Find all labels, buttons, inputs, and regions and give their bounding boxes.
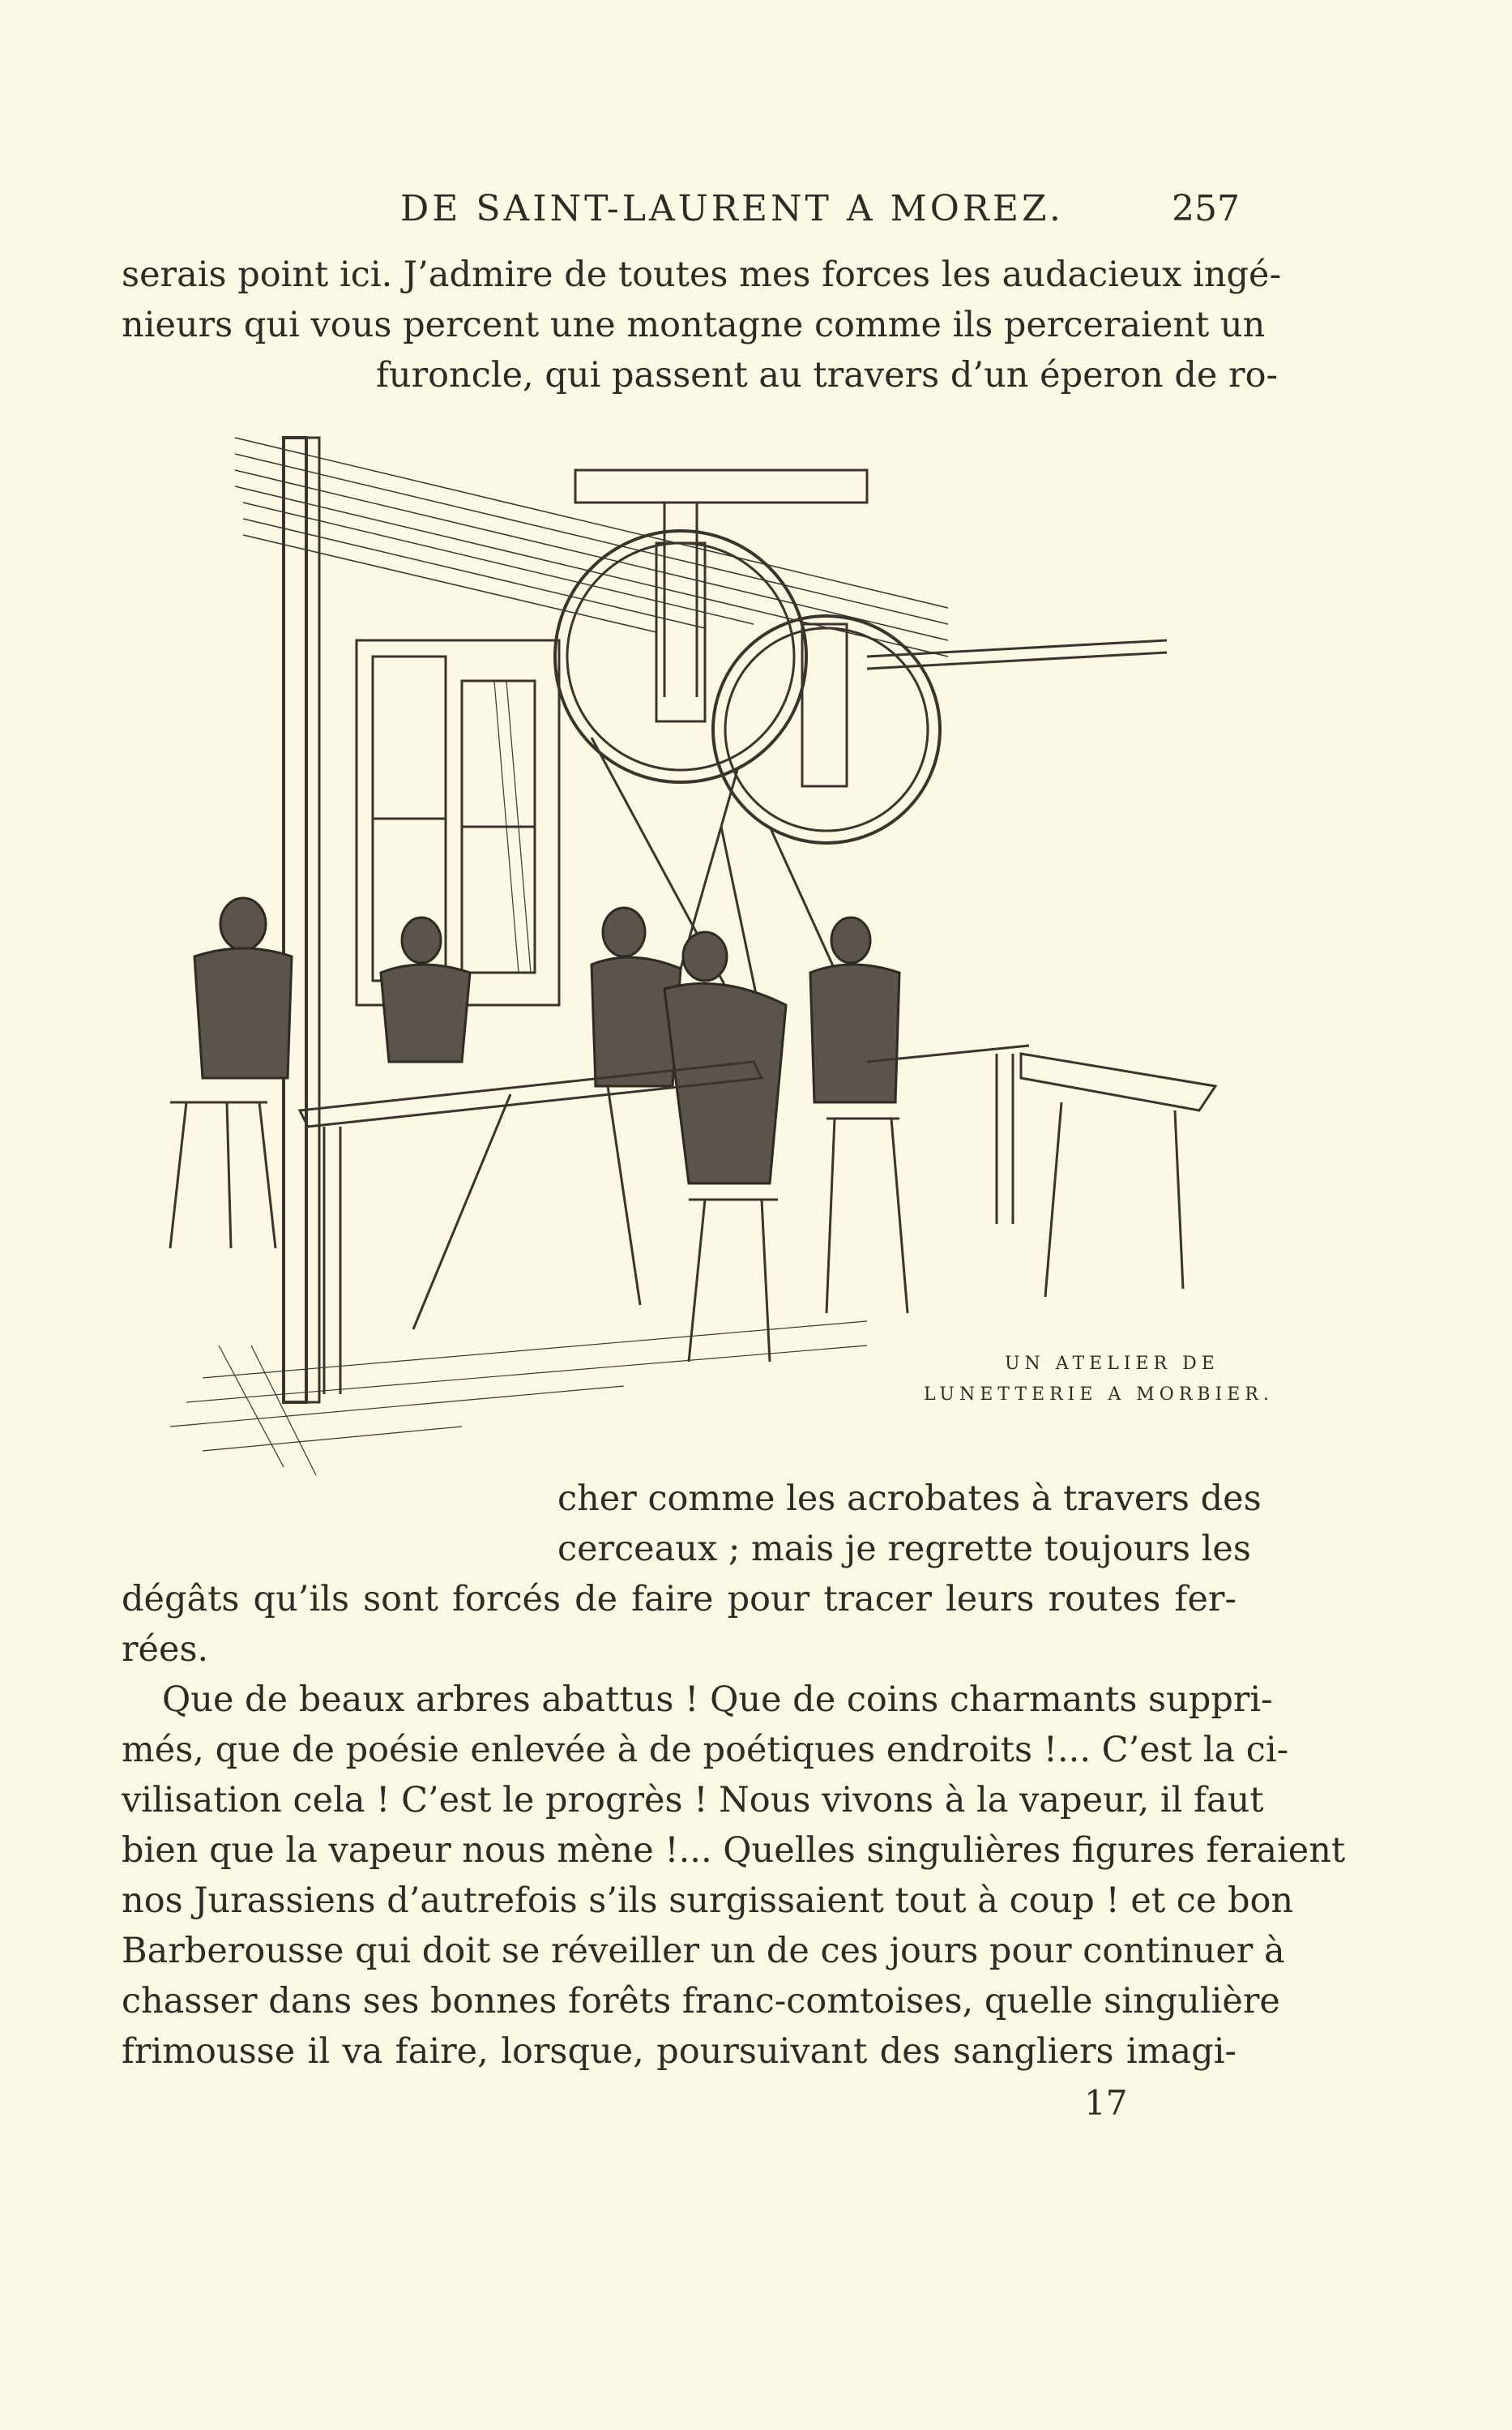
text-line: rées. (122, 1629, 209, 1670)
text-line: més, que de poésie enlevée à de poétiques endroits !... C’est la ci- (122, 1730, 1289, 1770)
text-line: Que de beaux arbres abattus ! Que de coins charmants suppri- (162, 1679, 1273, 1720)
signature-mark: 17 (1084, 2083, 1128, 2123)
text-line: nos Jurassiens d’autrefois s’ils surgissaient tout à coup ! et ce bon (122, 1880, 1294, 1921)
text-line: cher comme les acrobates à travers des (557, 1478, 1262, 1519)
text-line: vilisation cela ! C’est le progrès ! Nous vivons à la vapeur, il faut (122, 1780, 1264, 1820)
text-line: dégâts qu’ils sont forcés de faire pour tracer leurs routes fer- (122, 1579, 1237, 1619)
text-line: bien que la vapeur nous mène !... Quelles singulières figures feraient (122, 1830, 1346, 1871)
text-line: chasser dans ses bonnes forêts franc-comtoises, quelle singulière (122, 1981, 1280, 2021)
text-line: frimousse il va faire, lorsque, poursuivant des sangliers imagi- (122, 2031, 1237, 2072)
page-number: 257 (1172, 188, 1240, 229)
workshop-engraving (138, 389, 1224, 1516)
running-title: DE SAINT-LAURENT A MOREZ. (400, 188, 1064, 229)
text-line: Barberousse qui doit se réveiller un de ces jours pour continuer à (122, 1931, 1285, 1971)
text-line: nieurs qui vous percent une montagne comme ils perceraient un (122, 305, 1266, 345)
figure-caption-line1: UN ATELIER DE (1005, 1354, 1219, 1374)
figure-caption-line2: LUNETTERIE A MORBIER. (924, 1384, 1274, 1405)
text-line: serais point ici. J’admire de toutes mes forces les audacieux ingé- (122, 255, 1282, 295)
text-line: cerceaux ; mais je regrette toujours les (557, 1529, 1251, 1569)
text-line: furoncle, qui passent au travers d’un éperon de ro- (376, 355, 1278, 396)
